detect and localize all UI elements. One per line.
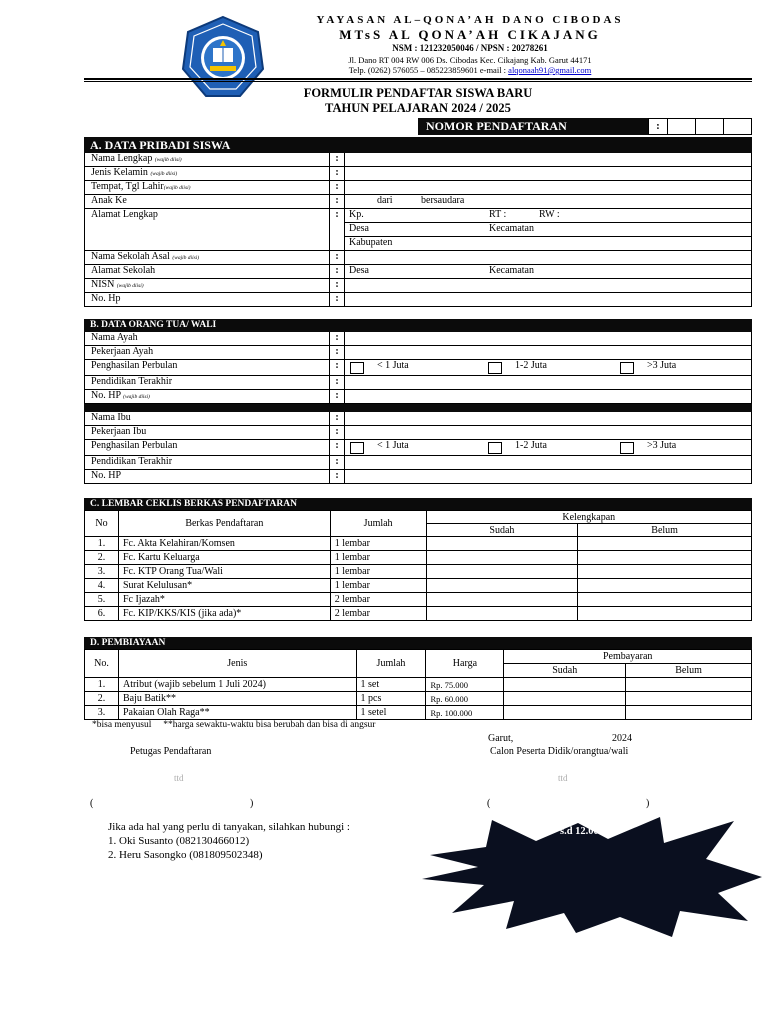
petugas-name-close: ) <box>250 798 254 809</box>
col-header-sudah: Sudah <box>426 524 578 537</box>
income-checkbox[interactable] <box>488 442 502 454</box>
form-title: FORMULIR PENDAFTAR SISWA BARU <box>303 86 533 100</box>
petugas-label: Petugas Pendaftaran <box>130 746 212 757</box>
col-header-jumlah: Jumlah <box>356 650 426 678</box>
row-harga: Rp. 100.000 <box>426 706 504 720</box>
field-pendidikan-ibu[interactable]: Pendidikan Terakhir : <box>84 456 752 470</box>
row-no: 5. <box>85 593 119 607</box>
nomor-digit-box[interactable] <box>696 118 724 135</box>
row-sudah-cell[interactable] <box>504 692 626 706</box>
petugas-ttd: ttd <box>174 773 184 783</box>
school-name: MTsS AL QONA’AH CIKAJANG <box>339 27 601 42</box>
section-b-header: B. DATA ORANG TUA/ WALI <box>84 319 752 332</box>
row-belum-cell[interactable] <box>626 692 752 706</box>
calon-ttd: ttd <box>558 773 568 783</box>
nomor-colon: : <box>648 118 668 135</box>
email-link[interactable]: alqonaah91@gmail.com <box>508 65 592 75</box>
starburst-text: s.d 12.00 <box>560 826 599 837</box>
row-no: 2. <box>85 692 119 706</box>
field-nama-lengkap[interactable]: Nama Lengkap (wajib diisi) : <box>84 153 752 167</box>
income-checkbox[interactable] <box>620 442 634 454</box>
row-sudah-cell[interactable] <box>426 565 578 579</box>
alamat-kp: Kp. <box>349 209 364 220</box>
row-berkas: Fc. Akta Kelahiran/Komsen <box>118 537 330 551</box>
col-header-jenis: Jenis <box>118 650 356 678</box>
field-label: Pekerjaan Ayah <box>91 346 154 357</box>
field-label: NISN (wajib diisi) <box>91 279 144 290</box>
field-pekerjaan-ibu[interactable]: Pekerjaan Ibu : <box>84 426 752 440</box>
income-checkbox[interactable] <box>350 442 364 454</box>
income-option: >3 Juta <box>647 360 677 371</box>
parent-divider <box>84 404 752 412</box>
row-no: 1. <box>85 537 119 551</box>
calon-name-close: ) <box>646 798 650 809</box>
col-header-no: No <box>85 511 119 537</box>
row-divider <box>345 236 751 237</box>
field-nama-ayah[interactable]: Nama Ayah : <box>84 332 752 346</box>
field-label: Tempat, Tgl Lahir(wajib diisi) <box>91 181 191 192</box>
income-option: < 1 Juta <box>377 440 409 451</box>
alamat-kabupaten: Kabupaten <box>349 237 393 248</box>
field-nama-ibu[interactable]: Nama Ibu : <box>84 412 752 426</box>
row-berkas: Fc. KIP/KKS/KIS (jika ada)* <box>118 607 330 621</box>
row-sudah-cell[interactable] <box>426 551 578 565</box>
field-pendidikan-ayah[interactable]: Pendidikan Terakhir : <box>84 376 752 390</box>
table-row <box>85 607 752 621</box>
contact-phone: Telp. (0262) 576055 – 085223859601 e-mail : <box>348 65 509 75</box>
row-jumlah: 1 lembar <box>330 579 426 593</box>
row-no: 4. <box>85 579 119 593</box>
row-belum-cell[interactable] <box>626 678 752 692</box>
row-jumlah: 1 pcs <box>356 692 426 706</box>
field-anak-ke[interactable]: Anak Ke : dari bersaudara <box>84 195 752 209</box>
field-penghasilan-ibu[interactable]: Penghasilan Perbulan : < 1 Juta 1-2 Juta >3 Juta <box>84 440 752 456</box>
income-checkbox[interactable] <box>488 362 502 374</box>
field-label: Anak Ke <box>91 195 127 206</box>
field-label: Pendidikan Terakhir <box>91 376 173 387</box>
table-row <box>85 565 752 579</box>
row-belum-cell[interactable] <box>578 565 752 579</box>
alamat-rt: RT : <box>489 209 507 220</box>
row-sudah-cell[interactable] <box>504 706 626 720</box>
field-label: Penghasilan Perbulan <box>91 360 178 371</box>
berkas-table <box>84 510 752 621</box>
row-jumlah: 1 setel <box>356 706 426 720</box>
field-label: Nama Ayah <box>91 332 138 343</box>
field-label: Alamat Lengkap <box>91 209 158 220</box>
col-header-sudah: Sudah <box>504 664 626 678</box>
section-a-header: A. DATA PRIBADI SISWA <box>84 137 752 153</box>
alamat-desa: Desa <box>349 223 369 234</box>
row-jumlah: 2 lembar <box>330 593 426 607</box>
calon-label: Calon Peserta Didik/orangtua/wali <box>490 746 629 757</box>
pembiayaan-table <box>84 649 752 720</box>
col-header-kelengkapan: Kelengkapan <box>426 511 751 524</box>
table-row <box>85 678 752 692</box>
row-berkas: Surat Kelulusan* <box>118 579 330 593</box>
field-label: Pekerjaan Ibu <box>91 426 147 437</box>
row-belum-cell[interactable] <box>578 551 752 565</box>
contact-2: 2. Heru Sasongko (081809502348) <box>108 849 263 861</box>
signature-year: 2024 <box>612 733 632 744</box>
income-checkbox[interactable] <box>350 362 364 374</box>
row-belum-cell[interactable] <box>578 537 752 551</box>
field-ttl[interactable]: Tempat, Tgl Lahir(wajib diisi) : <box>84 181 752 195</box>
academic-year: TAHUN PELAJARAN 2024 / 2025 <box>325 101 511 115</box>
table-row <box>85 579 752 593</box>
row-jenis: Pakaian Olah Raga** <box>118 706 356 720</box>
field-label: Nama Lengkap (wajib diisi) <box>91 153 182 164</box>
field-label: Nama Ibu <box>91 412 131 423</box>
table-row <box>85 593 752 607</box>
row-no: 6. <box>85 607 119 621</box>
row-jumlah: 1 lembar <box>330 565 426 579</box>
col-header-belum: Belum <box>626 664 752 678</box>
row-belum-cell[interactable] <box>626 706 752 720</box>
income-option: 1-2 Juta <box>515 360 547 371</box>
field-alamat-lengkap[interactable]: Alamat Lengkap : Kp. RT : RW : Desa Kecamatan Kabupaten <box>84 209 752 251</box>
row-berkas: Fc Ijazah* <box>118 593 330 607</box>
school-contact <box>300 65 640 75</box>
header-rule-thin <box>84 81 752 82</box>
row-sudah-cell[interactable] <box>504 678 626 692</box>
row-belum-cell[interactable] <box>578 593 752 607</box>
row-belum-cell[interactable] <box>578 579 752 593</box>
field-label: Penghasilan Perbulan <box>91 440 178 451</box>
petugas-name-open: ( <box>90 798 94 809</box>
col-header-jumlah: Jumlah <box>330 511 426 537</box>
field-label: Jenis Kelamin (wajib diisi) <box>91 167 178 178</box>
footnote: *bisa menyusul **harga sewaktu-waktu bisa berubah dan bisa di angsur <box>92 720 376 730</box>
table-row <box>85 706 752 720</box>
table-row <box>85 551 752 565</box>
field-nisn[interactable]: NISN (wajib diisi) : <box>84 279 752 293</box>
field-label: No. HP (wajib diisi) <box>91 390 150 401</box>
field-label: Alamat Sekolah <box>91 265 156 276</box>
alamat-rw: RW : <box>539 209 560 220</box>
section-d-header: D. PEMBIAYAAN <box>84 637 752 649</box>
row-no: 3. <box>85 706 119 720</box>
row-no: 3. <box>85 565 119 579</box>
nsm-npsn: NSM : 121232050046 / NPSN : 20278261 <box>392 43 548 53</box>
field-label: No. HP <box>91 470 122 481</box>
row-sudah-cell[interactable] <box>426 593 578 607</box>
row-jumlah: 1 lembar <box>330 551 426 565</box>
anak-dari: dari <box>377 195 393 206</box>
row-harga: Rp. 60.000 <box>426 692 504 706</box>
field-nohp[interactable]: No. Hp : <box>84 293 752 307</box>
row-jenis: Atribut (wajib sebelum 1 Juli 2024) <box>118 678 356 692</box>
col-header-berkas: Berkas Pendaftaran <box>118 511 330 537</box>
nomor-digit-box[interactable] <box>724 118 752 135</box>
sekolah-kecamatan: Kecamatan <box>489 265 534 276</box>
row-sudah-cell[interactable] <box>426 607 578 621</box>
row-jumlah: 1 set <box>356 678 426 692</box>
row-sudah-cell[interactable] <box>426 579 578 593</box>
field-pekerjaan-ayah[interactable]: Pekerjaan Ayah : <box>84 346 752 360</box>
row-berkas: Fc. Kartu Keluarga <box>118 551 330 565</box>
sekolah-desa: Desa <box>349 265 369 276</box>
col-header-pembayaran: Pembayaran <box>504 650 752 664</box>
field-label: No. Hp <box>91 293 121 304</box>
contact-intro: Jika ada hal yang perlu di tanyakan, silahkan hubungi : <box>108 821 350 833</box>
field-sekolah-asal[interactable]: Nama Sekolah Asal (wajib diisi) : <box>84 251 752 265</box>
col-header-no: No. <box>85 650 119 678</box>
field-nohp-ibu[interactable]: No. HP : <box>84 470 752 484</box>
row-belum-cell[interactable] <box>578 607 752 621</box>
row-jumlah: 1 lembar <box>330 537 426 551</box>
row-jumlah: 2 lembar <box>330 607 426 621</box>
school-address: Jl. Dano RT 004 RW 006 Ds. Cibodas Kec. Cikajang Kab. Garut 44171 <box>348 55 592 65</box>
header-rule <box>84 78 752 80</box>
section-c-header: C. LEMBAR CEKLIS BERKAS PENDAFTARAN <box>84 498 752 510</box>
field-penghasilan-ayah[interactable]: Penghasilan Perbulan : < 1 Juta 1-2 Juta >3 Juta <box>84 360 752 376</box>
field-nohp-ayah[interactable]: No. HP (wajib diisi) : <box>84 390 752 404</box>
table-row <box>85 692 752 706</box>
row-divider <box>345 222 751 223</box>
foundation-name: YAYASAN AL–QONA’AH DANO CIBODAS <box>316 14 624 26</box>
alamat-kecamatan: Kecamatan <box>489 223 534 234</box>
income-option: < 1 Juta <box>377 360 409 371</box>
row-sudah-cell[interactable] <box>426 537 578 551</box>
field-label: Nama Sekolah Asal (wajib diisi) <box>91 251 200 262</box>
signature-place: Garut, <box>488 733 514 744</box>
field-label: Pendidikan Terakhir <box>91 456 173 467</box>
col-header-harga: Harga <box>426 650 504 678</box>
field-alamat-sekolah[interactable]: Alamat Sekolah : Desa Kecamatan <box>84 265 752 279</box>
calon-name-open: ( <box>487 798 491 809</box>
nomor-digit-box[interactable] <box>668 118 696 135</box>
anak-bersaudara: bersaudara <box>421 195 465 206</box>
row-no: 2. <box>85 551 119 565</box>
row-no: 1. <box>85 678 119 692</box>
col-header-belum: Belum <box>578 524 752 537</box>
row-jenis: Baju Batik** <box>118 692 356 706</box>
income-option: 1-2 Juta <box>515 440 547 451</box>
field-jenis-kelamin[interactable]: Jenis Kelamin (wajib diisi) : <box>84 167 752 181</box>
income-option: >3 Juta <box>647 440 677 451</box>
contact-1: 1. Oki Susanto (082130466012) <box>108 835 250 847</box>
table-row <box>85 537 752 551</box>
row-berkas: Fc. KTP Orang Tua/Wali <box>118 565 330 579</box>
income-checkbox[interactable] <box>620 362 634 374</box>
row-harga: Rp. 75.000 <box>426 678 504 692</box>
nomor-pendaftaran-label: NOMOR PENDAFTARAN <box>418 118 648 135</box>
